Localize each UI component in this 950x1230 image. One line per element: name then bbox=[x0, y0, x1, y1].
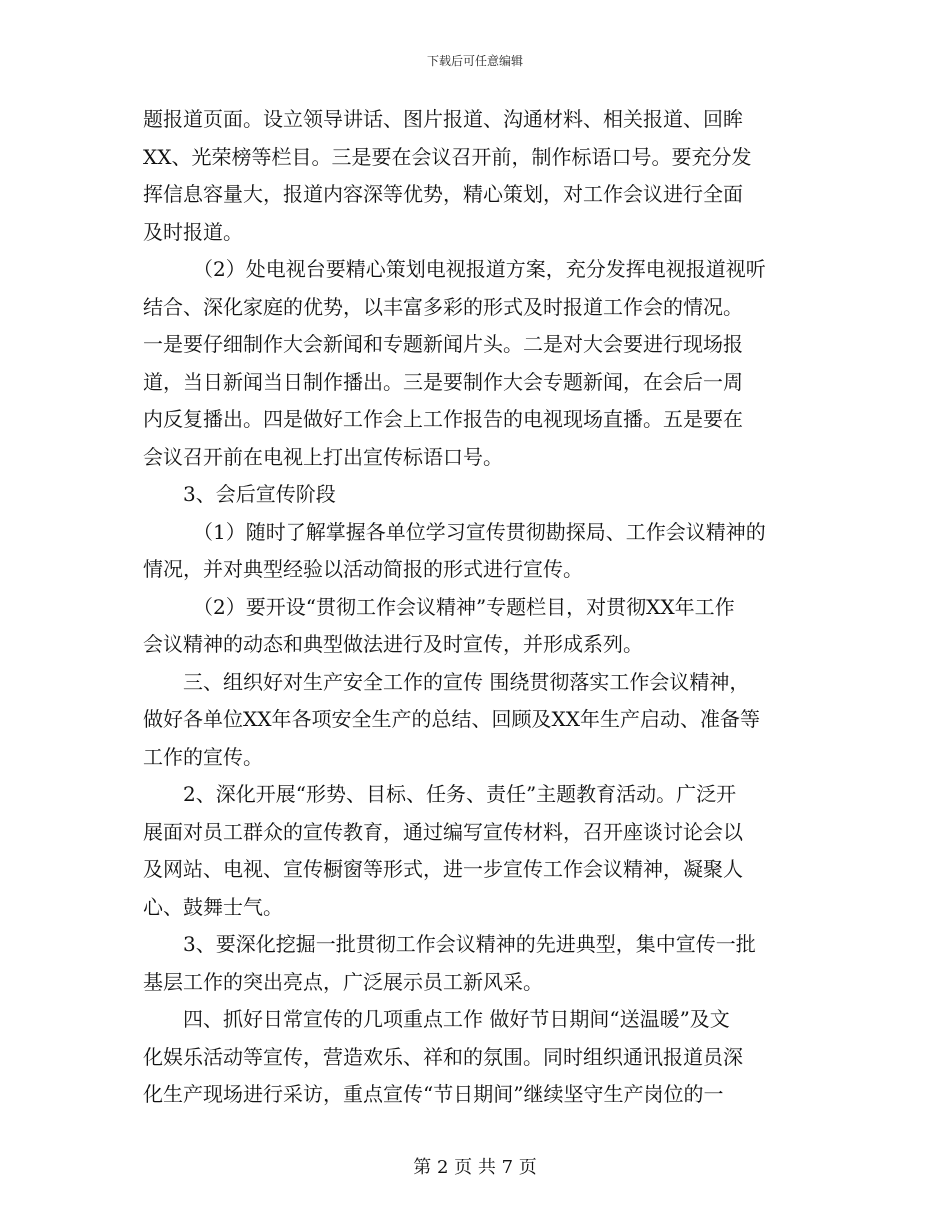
text-line: 内反复播出。四是做好工作会上工作报告的电视现场直播。五是要在 bbox=[143, 407, 743, 431]
text-line: 会议召开前在电视上打出宣传标语口号。 bbox=[143, 444, 503, 469]
text-line: 及网站、电视、宣传橱窗等形式，进一步宣传工作会议精神，凝聚人 bbox=[143, 857, 743, 881]
text-line: XX、光荣榜等栏目。三是要在会议召开前，制作标语口号。要充分发 bbox=[143, 144, 752, 169]
text-line: 做好各单位XX年各项安全生产的总结、回顾及XX年生产启动、准备等 bbox=[143, 707, 760, 731]
text-line: 挥信息容量大，报道内容深等优势，精心策划，对工作会议进行全面 bbox=[143, 182, 743, 206]
text-line: 3、会后宣传阶段 bbox=[183, 482, 336, 506]
page-number-footer: 第 2 页 共 7 页 bbox=[413, 1157, 537, 1178]
text-line: 三、组织好对生产安全工作的宣传 围绕贯彻落实工作会议精神， bbox=[183, 669, 750, 694]
text-line: 题报道页面。设立领导讲话、图片报道、沟通材料、相关报道、回眸 bbox=[143, 107, 743, 131]
document-body bbox=[143, 101, 811, 1114]
text-line: 基层工作的突出亮点，广泛展示员工新风采。 bbox=[143, 969, 543, 994]
text-line: 化生产现场进行采访，重点宣传“节日期间”继续坚守生产岗位的一 bbox=[143, 1082, 724, 1106]
text-line: 四、抓好日常宣传的几项重点工作 做好节日期间“送温暖”及文 bbox=[183, 1007, 730, 1031]
text-line: 3、要深化挖掘一批贯彻工作会议精神的先进典型，集中宣传一批 bbox=[183, 932, 756, 956]
text-line: 结合、深化家庭的优势，以丰富多彩的形式及时报道工作会的情况。 bbox=[143, 294, 743, 319]
text-line: 心、鼓舞士气。 bbox=[143, 894, 283, 919]
text-line: （2）要开设“贯彻工作会议精神”专题栏目，对贯彻XX年工作 bbox=[193, 594, 735, 619]
text-line: 展面对员工群众的宣传教育，通过编写宣传材料，召开座谈讨论会以 bbox=[143, 819, 743, 844]
text-line: 2、深化开展“形势、目标、任务、责任”主题教育活动。广泛开 bbox=[183, 782, 737, 806]
text-line: 道，当日新闻当日制作播出。三是要制作大会专题新闻，在会后一周 bbox=[143, 369, 743, 394]
text-line: 及时报道。 bbox=[143, 219, 243, 244]
text-line: （2）处电视台要精心策划电视报道方案，充分发挥电视报道视听 bbox=[193, 257, 766, 281]
text-line: 会议精神的动态和典型做法进行及时宣传，并形成系列。 bbox=[143, 632, 643, 656]
text-line: 情况，并对典型经验以活动简报的形式进行宣传。 bbox=[143, 557, 583, 581]
text-line: （1）随时了解掌握各单位学习宣传贯彻勘探局、工作会议精神的 bbox=[193, 519, 766, 544]
text-line: 一是要仔细制作大会新闻和专题新闻片头。二是对大会要进行现场报 bbox=[143, 332, 743, 356]
text-line: 工作的宣传。 bbox=[143, 744, 263, 769]
page-header-note: 下载后可任意编辑 bbox=[426, 54, 523, 68]
text-line: 化娱乐活动等宣传，营造欢乐、祥和的氛围。同时组织通讯报道员深 bbox=[143, 1044, 743, 1069]
